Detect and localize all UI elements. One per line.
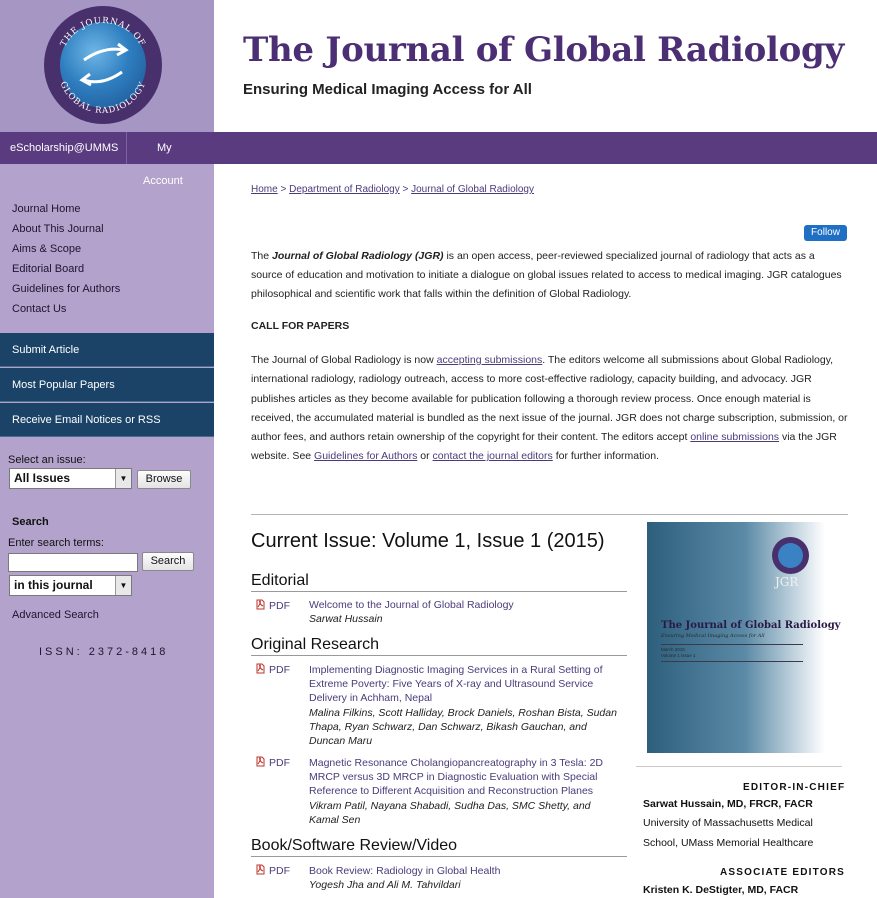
search-terms-label: Enter search terms: bbox=[8, 537, 104, 549]
my-account-link[interactable]: Account bbox=[143, 175, 183, 187]
pdf-link[interactable]: PDF bbox=[256, 864, 290, 877]
pdf-icon bbox=[256, 756, 265, 767]
chevron-down-icon: ▼ bbox=[115, 576, 131, 595]
cover-volume: Volume 1 Issue 1 bbox=[661, 653, 696, 658]
issue-cover-image[interactable] bbox=[647, 522, 841, 753]
sidebar-nav bbox=[12, 203, 120, 323]
cover-title: The Journal of Global Radiology bbox=[661, 620, 841, 631]
associate-editor-name: Kristen K. DeStigter, MD, FACR bbox=[643, 884, 799, 896]
article-authors: Yogesh Jha and Ali M. Tahvildari bbox=[309, 879, 461, 891]
cover-date: March 2015 bbox=[661, 647, 685, 652]
select-issue-label: Select an issue: bbox=[8, 454, 86, 466]
sidebar-item-editorial-board[interactable]: Editorial Board bbox=[12, 263, 85, 275]
my-account-link-top[interactable]: My bbox=[157, 142, 172, 154]
search-scope-select[interactable] bbox=[9, 575, 132, 596]
breadcrumb-department[interactable]: Department of Radiology bbox=[289, 184, 400, 195]
sidebar-item-journal-home[interactable]: Journal Home bbox=[12, 203, 81, 215]
divider bbox=[251, 514, 848, 515]
breadcrumb bbox=[251, 184, 534, 195]
divider bbox=[661, 644, 803, 645]
breadcrumb-journal[interactable]: Journal of Global Radiology bbox=[411, 184, 534, 195]
divider bbox=[636, 766, 842, 767]
top-nav-bar bbox=[0, 132, 877, 164]
article-title[interactable]: Magnetic Resonance Cholangiopancreatography in 3 Tesla: 2D MRCP versus 3D MRCP in Diagnostic Evaluation with Special Reference to Different Acquisition and Reconstruction Planes bbox=[309, 757, 603, 797]
svg-text:THE JOURNAL OF: THE JOURNAL OF bbox=[58, 15, 148, 49]
search-scope-value: in this journal bbox=[14, 578, 93, 592]
divider bbox=[126, 132, 127, 164]
email-notices-button[interactable]: Receive Email Notices or RSS bbox=[0, 403, 214, 437]
pdf-icon bbox=[256, 663, 265, 674]
contact-editors-link[interactable]: contact the journal editors bbox=[432, 450, 553, 463]
guidelines-link[interactable]: Guidelines for Authors bbox=[314, 450, 418, 463]
pdf-link[interactable]: PDF bbox=[256, 663, 290, 676]
associate-editors-heading: ASSOCIATE EDITORS bbox=[720, 867, 846, 878]
site-title[interactable]: The Journal of Global Radiology bbox=[243, 30, 844, 70]
call-for-papers-text: The Journal of Global Radiology is now accepting submissions. The editors welcome all submissions about Global Radiology, international radiology, radiology outreach, access to more cost-effective radiology, capacity building, and advocacy. JGR publishes articles as they become available for publication following a thorough review process. Once enough material is received, the accumulated material is bundled as the next issue of the journal. JGR does not charge subscription, submission, or author fees, and authors retain ownership of the copyright for their content. The editors accept online submissions via the JGR website. See Guidelines for Authors or contact the journal editors for further information. bbox=[251, 354, 848, 463]
cover-logo bbox=[772, 537, 809, 574]
sidebar-item-contact[interactable]: Contact Us bbox=[12, 303, 67, 315]
breadcrumb-home[interactable]: Home bbox=[251, 184, 278, 195]
editor-in-chief-affiliation: University of Massachusetts Medical School, UMass Memorial Healthcare bbox=[643, 817, 814, 849]
search-heading: Search bbox=[12, 516, 49, 528]
chevron-down-icon: ▼ bbox=[115, 469, 131, 488]
search-input[interactable] bbox=[8, 553, 138, 572]
article-title[interactable]: Implementing Diagnostic Imaging Services in a Rural Setting of Extreme Poverty: Five Years of X-ray and Ultrasound Service Delivery in Achham, Nepal bbox=[309, 664, 603, 704]
issue-select-value: All Issues bbox=[14, 471, 71, 485]
editor-in-chief-heading: EDITOR-IN-CHIEF bbox=[743, 782, 846, 793]
pdf-link[interactable]: PDF bbox=[256, 756, 290, 769]
journal-name: Journal of Global Radiology (JGR) bbox=[272, 250, 444, 262]
current-issue-heading: Current Issue: Volume 1, Issue 1 (2015) bbox=[251, 530, 605, 552]
browse-button[interactable]: Browse bbox=[137, 470, 191, 489]
search-button[interactable]: Search bbox=[142, 552, 194, 571]
breadcrumb-separator: > bbox=[280, 184, 287, 195]
sidebar-item-aims-scope[interactable]: Aims & Scope bbox=[12, 243, 82, 255]
divider bbox=[661, 661, 803, 662]
section-heading-original-research: Original Research bbox=[251, 636, 627, 656]
issn: ISSN: 2372-8418 bbox=[39, 646, 169, 658]
sidebar-item-guidelines[interactable]: Guidelines for Authors bbox=[12, 283, 121, 295]
article-title[interactable]: Book Review: Radiology in Global Health bbox=[309, 865, 501, 877]
editor-in-chief-name: Sarwat Hussain, MD, FRCR, FACR bbox=[643, 798, 813, 810]
cover-subtitle: Ensuring Medical Imaging Access for All bbox=[661, 633, 765, 639]
journal-logo[interactable] bbox=[44, 6, 162, 124]
pdf-icon bbox=[256, 864, 265, 875]
pdf-link[interactable]: PDF bbox=[256, 599, 290, 612]
sidebar-item-about[interactable]: About This Journal bbox=[12, 223, 104, 235]
pdf-icon bbox=[256, 599, 265, 610]
logo-area bbox=[0, 0, 214, 132]
accepting-submissions-link[interactable]: accepting submissions bbox=[436, 354, 543, 366]
section-heading-editorial: Editorial bbox=[251, 572, 627, 592]
svg-text:GLOBAL RADIOLOGY: GLOBAL RADIOLOGY bbox=[57, 80, 149, 117]
submit-article-button[interactable]: Submit Article bbox=[0, 333, 214, 367]
online-submissions-link[interactable]: online submissions bbox=[690, 431, 780, 444]
escholarship-link[interactable]: eScholarship@UMMS bbox=[10, 142, 119, 154]
site-tagline: Ensuring Medical Imaging Access for All bbox=[243, 81, 532, 98]
issue-select[interactable] bbox=[9, 468, 132, 489]
popular-papers-button[interactable]: Most Popular Papers bbox=[0, 368, 214, 402]
follow-button[interactable]: Follow bbox=[804, 225, 847, 241]
article-authors: Malina Filkins, Scott Halliday, Brock Daniels, Roshan Bista, Sudan Thapa, Ryan Schwarz, Dan Schwarz, Bikash Gauchan, and Duncan Maru bbox=[309, 707, 617, 747]
article-title[interactable]: Welcome to the Journal of Global Radiology bbox=[309, 599, 514, 611]
cover-abbr: JGR bbox=[775, 575, 799, 589]
call-for-papers-heading: CALL FOR PAPERS bbox=[251, 320, 350, 332]
advanced-search-link[interactable]: Advanced Search bbox=[12, 609, 99, 621]
section-heading-book-review: Book/Software Review/Video bbox=[251, 837, 627, 857]
journal-description: The Journal of Global Radiology (JGR) is an open access, peer-reviewed specialized journal of radiology that acts as a source of education and motivation to initiate a dialogue on global issues related to access to medical imaging. JGR catalogues philosophical and scientific work that falls within the definition of Global Radiology. bbox=[251, 250, 842, 300]
article-authors: Vikram Patil, Nayana Shabadi, Sudha Das, SMC Shetty, and Kamal Sen bbox=[309, 800, 591, 826]
article-authors: Sarwat Hussain bbox=[309, 613, 383, 625]
breadcrumb-separator: > bbox=[402, 184, 409, 195]
